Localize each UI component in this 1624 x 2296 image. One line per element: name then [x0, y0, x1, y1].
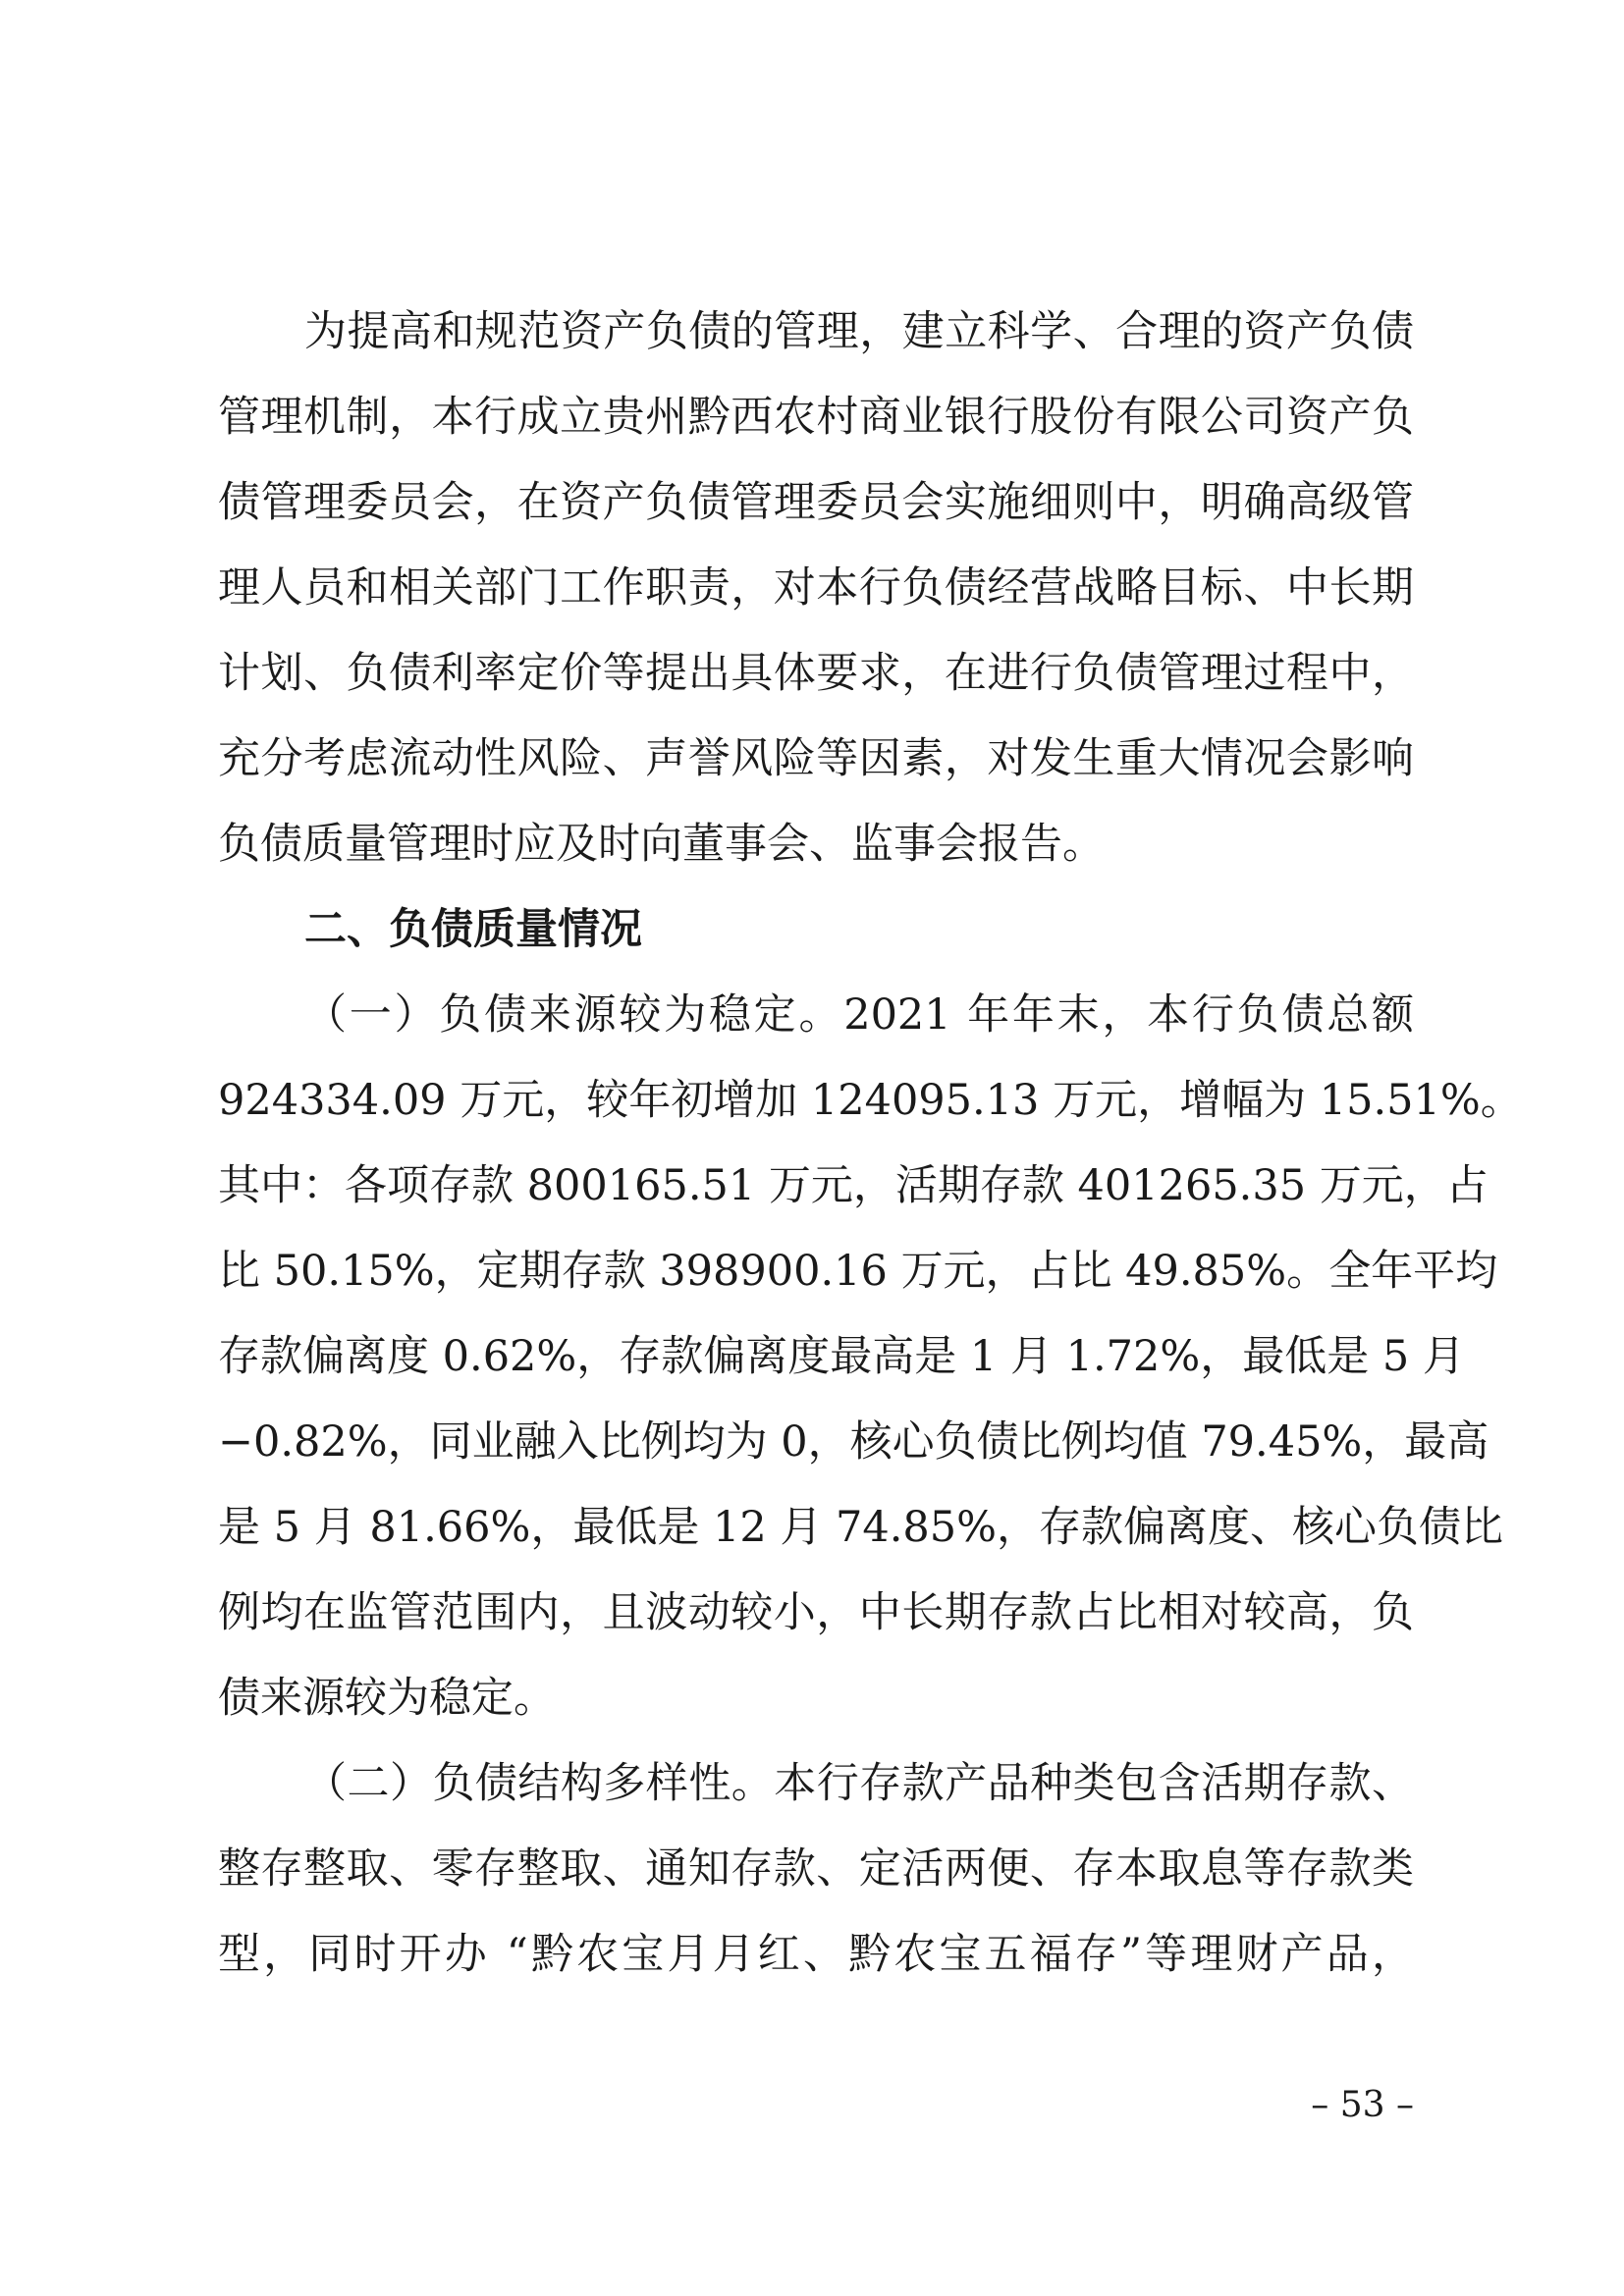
paragraph-3-line-2: 整存整取、零存整取、通知存款、定活两便、存本取息等存款类 [218, 1844, 1414, 1894]
paragraph-1-line-1: 为提高和规范资产负债的管理，建立科学、合理的资产负债 [304, 307, 1414, 356]
paragraph-1-line-2: 管理机制，本行成立贵州黔西农村商业银行股份有限公司资产负 [218, 393, 1414, 442]
section-heading: 二、负债质量情况 [304, 905, 642, 954]
paragraph-2-line-1: （一）负债来源较为稳定。2021 年年末，本行负债总额 [304, 990, 1414, 1040]
paragraph-1-line-6: 充分考虑流动性风险、声誉风险等因素，对发生重大情况会影响 [218, 734, 1414, 783]
paragraph-1-line-5: 计划、负债利率定价等提出具体要求，在进行负债管理过程中， [218, 649, 1414, 698]
paragraph-2-line-4: 比 50.15%，定期存款 398900.16 万元，占比 49.85%。全年平均 [218, 1247, 1498, 1296]
paragraph-3-line-1: （二）负债结构多样性。本行存款产品种类包含活期存款、 [304, 1759, 1414, 1808]
paragraph-2-line-6: −0.82%，同业融入比例均为 0，核心负债比例均值 79.45%，最高 [218, 1417, 1489, 1467]
paragraph-1-line-7: 负债质量管理时应及时向董事会、监事会报告。 [218, 820, 1105, 869]
paragraph-2-line-5: 存款偏离度 0.62%，存款偏离度最高是 1 月 1.72%，最低是 5 月 [218, 1332, 1465, 1381]
paragraph-2-line-7: 是 5 月 81.66%，最低是 12 月 74.85%，存款偏离度、核心负债比 [218, 1503, 1504, 1552]
paragraph-2-line-3: 其中：各项存款 800165.51 万元，活期存款 401265.35 万元，占 [218, 1161, 1489, 1210]
paragraph-1-line-4: 理人员和相关部门工作职责，对本行负债经营战略目标、中长期 [218, 563, 1414, 613]
paragraph-2-line-2: 924334.09 万元，较年初增加 124095.13 万元，增幅为 15.51%。 [218, 1076, 1523, 1125]
paragraph-3-line-3: 型，同时开办 “黔农宝月月红、黔农宝五福存”等理财产品， [218, 1930, 1414, 1979]
paragraph-1-line-3: 债管理委员会，在资产负债管理委员会实施细则中，明确高级管 [218, 478, 1414, 527]
paragraph-2-line-9: 债来源较为稳定。 [218, 1674, 556, 1723]
page-number: – 53 – [1311, 2085, 1414, 2125]
paragraph-2-line-8: 例均在监管范围内，且波动较小，中长期存款占比相对较高，负 [218, 1588, 1414, 1637]
